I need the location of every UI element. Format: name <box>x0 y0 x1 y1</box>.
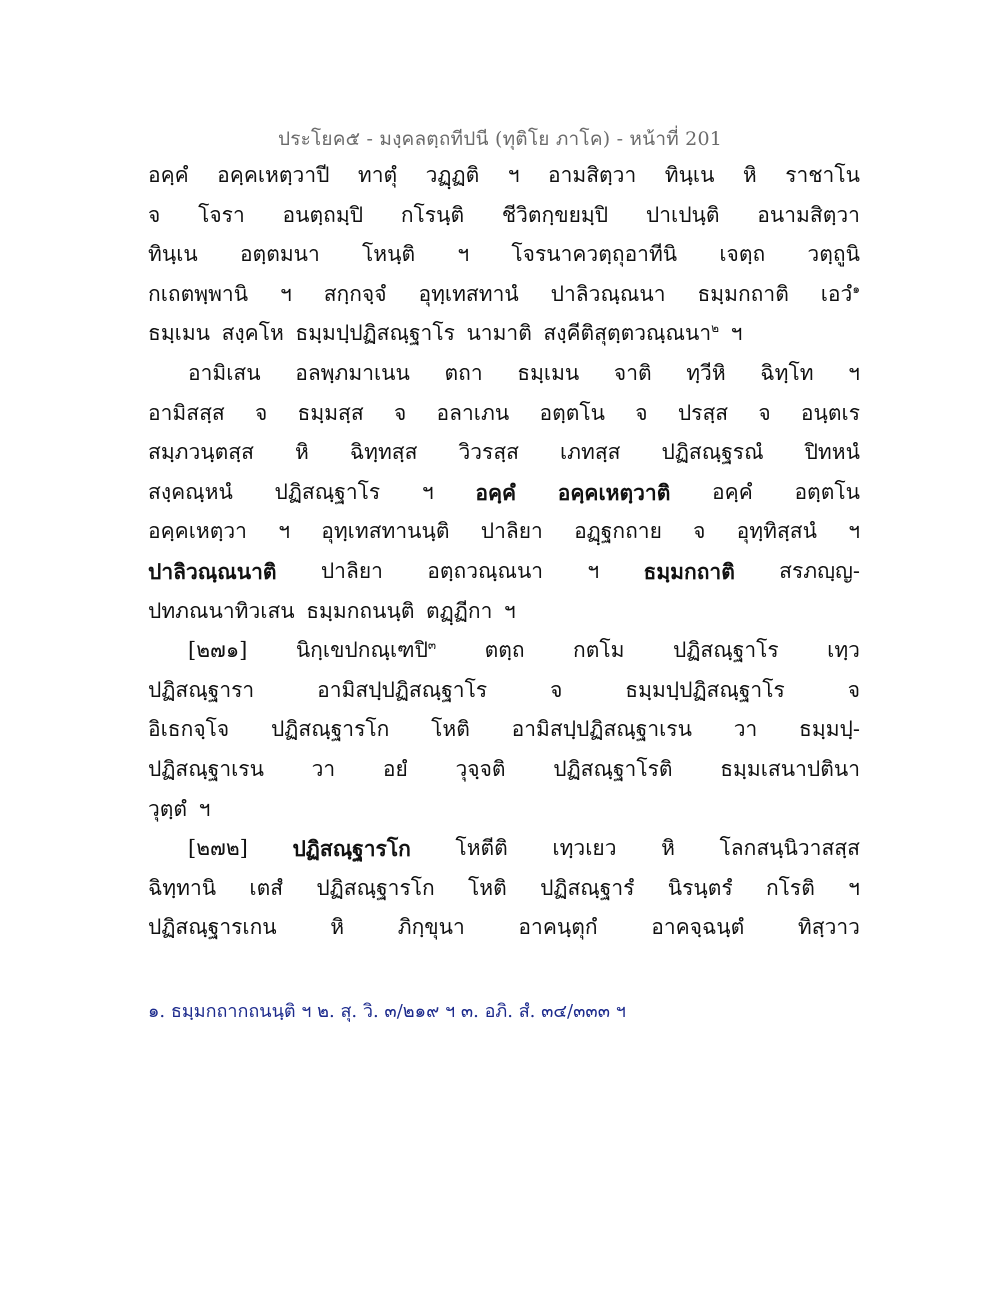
word: ปิทหนํ <box>804 440 860 465</box>
word: ฯ <box>503 598 516 623</box>
word: โหตีติ <box>455 836 508 861</box>
word: หิ <box>294 440 309 465</box>
text-line <box>148 394 860 434</box>
text-line <box>148 354 860 394</box>
word: นิรนฺตรํ <box>667 875 733 900</box>
word: อาคนฺตุกํ <box>518 915 598 940</box>
word: ทาตุํ <box>357 163 398 187</box>
word: ปฏิสณฺฐารโก <box>316 875 435 900</box>
word: หิ <box>330 915 345 940</box>
text-line <box>148 552 860 592</box>
text-line <box>148 473 860 513</box>
word: ธมฺมกถาติ <box>643 558 735 584</box>
word: จ <box>550 677 563 702</box>
word: ปฏิสณฺฐาเรน <box>148 756 264 781</box>
word: เอวํ <box>820 281 853 306</box>
word: อามสิตฺวา <box>547 163 637 187</box>
word-with-note <box>296 631 436 671</box>
word: อคฺคํ <box>148 163 189 187</box>
word: วตฺถูนิ <box>807 242 860 267</box>
word: ฯ <box>421 479 434 504</box>
word: ฯ <box>457 242 470 267</box>
word: โจรนาควตฺถุอาทีนิ <box>511 242 678 267</box>
word: ฯ <box>848 875 860 900</box>
word: จ <box>693 519 706 544</box>
word: วา <box>733 717 758 742</box>
word: ธมฺเมน <box>517 360 580 385</box>
word: จาติ <box>613 360 652 385</box>
word: จ <box>393 400 407 425</box>
word: เทฺวเยว <box>552 836 617 861</box>
text-line <box>148 314 860 354</box>
word: ปฏิสณฺฐารา <box>148 677 255 702</box>
word: เภทสฺส <box>559 440 621 465</box>
word: วฏฺฏติ <box>425 163 480 187</box>
text-line <box>148 235 860 275</box>
word: ฯ <box>279 281 292 306</box>
word: สรภญฺญ- <box>779 558 860 583</box>
word: อุทฺเทสทานนฺติ <box>321 519 450 544</box>
text-line <box>148 275 860 315</box>
word: นิกฺเขปกณฺเฑปิ <box>295 638 428 663</box>
text-line <box>148 631 860 671</box>
word: ฉิทฺทสฺส <box>349 440 418 465</box>
text-line <box>148 750 860 790</box>
word: กโรนฺติ <box>400 202 465 227</box>
word: กเถตพฺพานิ <box>148 281 249 306</box>
word: ปาลิวณฺณนา <box>550 281 666 306</box>
word: อลาเภน <box>436 400 510 425</box>
word: อามิสสฺส <box>148 400 225 425</box>
word: จ <box>758 400 771 425</box>
word-with-note <box>821 275 860 315</box>
footnote: ๑. ธมฺมกถากถนนฺติ ฯ ๒. สุ. วิ. ๓/๒๑๙ ฯ ๓. อภิ. สํ. ๓๔/๓๓๓ ฯ <box>148 1001 626 1022</box>
word: สมฺภวนฺตสฺส <box>148 440 254 465</box>
word: อยํ <box>382 756 408 781</box>
text-line <box>148 512 860 552</box>
word: อคฺคเหตฺวา <box>148 519 247 544</box>
word: วุตฺตํ <box>148 796 188 821</box>
word: อนตฺถมฺปิ <box>282 202 364 227</box>
text-line <box>148 592 860 632</box>
word: จ <box>148 202 161 227</box>
footnote-marker: ๓ <box>427 638 437 653</box>
word: โลกสนฺนิวาสสฺส <box>719 836 860 861</box>
word: ตฏฺฏีกา <box>426 598 493 623</box>
word: อุทฺทิสฺสนํ <box>736 519 817 544</box>
text-line <box>148 710 860 750</box>
word: หิ <box>661 836 675 861</box>
word: หิ <box>742 163 757 187</box>
page-header: ประโยค๕ - มงฺคลตฺถทีปนี (ทุติโย ภาโค) - หน้าที่ 201 <box>277 128 723 150</box>
word: ธมฺมปฺปฏิสณฺฐาโร <box>625 677 785 702</box>
word: นามาติ <box>466 321 532 346</box>
word: ปาลิยา <box>480 519 543 544</box>
word: [๒๗๑] <box>188 638 248 663</box>
word: ทิสฺวาว <box>797 915 860 940</box>
word: ปรสฺส <box>677 400 729 425</box>
word: ฉิทฺโท <box>760 360 814 385</box>
word: อคฺคเหตฺวาติ <box>557 479 671 505</box>
word: ฯ <box>507 163 520 187</box>
word-with-note <box>543 314 719 354</box>
word: สงฺคโห <box>221 321 284 346</box>
word: ปฏิสณฺฐารโก <box>292 836 411 862</box>
word: อาคจฺฉนฺตํ <box>651 915 745 940</box>
word: จ <box>847 677 860 702</box>
word: วา <box>311 756 336 781</box>
word: ปฏิสณฺฐารโก <box>270 717 390 742</box>
word: อฏฺฐกถาย <box>574 519 662 544</box>
word: ธมฺมสฺส <box>297 400 364 425</box>
word: สงฺคีติสุตฺตวณฺณนา <box>543 321 712 346</box>
word: อนามสิตฺวา <box>757 202 860 227</box>
word: ปาลิยา <box>320 558 383 583</box>
word: ทฺวีหิ <box>686 360 726 385</box>
text-line <box>148 869 860 909</box>
word: ทินฺเน <box>148 242 198 267</box>
word: ฯ <box>848 519 860 544</box>
word: อามิเสน <box>188 360 261 385</box>
word: โหติ <box>468 875 507 900</box>
word: วุจฺจติ <box>455 756 506 781</box>
word: จ <box>635 400 648 425</box>
word: อตฺตโน <box>794 479 860 504</box>
word: กโรติ <box>765 875 815 900</box>
word: ราชาโน <box>785 163 860 187</box>
text-line <box>148 156 860 196</box>
word: กตโม <box>573 638 625 663</box>
word: ฯ <box>848 360 860 385</box>
text-line <box>148 908 860 948</box>
word: อิเธกจฺโจ <box>148 717 230 742</box>
word: อตฺตโน <box>539 400 605 425</box>
text-line <box>148 433 860 473</box>
word: โหติ <box>431 717 470 742</box>
word: ปฏิสณฺฐาโรติ <box>553 756 673 781</box>
word: ธมฺมปฺปฏิสณฺฐาโร <box>295 321 455 346</box>
word: ภิกฺขุนา <box>397 915 465 940</box>
word: ฯ <box>278 519 290 544</box>
word: โหนฺติ <box>362 242 416 267</box>
word: จ <box>254 400 268 425</box>
word: ปฏิสณฺฐารํ <box>540 875 635 900</box>
word: เจตฺถ <box>719 242 766 267</box>
word: ปาลิวณฺณนาติ <box>148 558 277 584</box>
word: ปาเปนฺติ <box>645 202 720 227</box>
word: ธมฺมปฺ- <box>799 717 860 742</box>
word: ปฏิสณฺฐรณํ <box>661 440 764 465</box>
word: ปทภณนาทิวเสน <box>148 598 295 623</box>
body-text <box>148 156 860 948</box>
word: ฉิทฺทานิ <box>148 875 217 900</box>
word: อคฺคํ <box>712 479 753 504</box>
text-line <box>148 790 860 830</box>
word: ฯ <box>730 321 743 346</box>
text-line <box>148 671 860 711</box>
word: อคฺคเหตฺวาปี <box>217 163 330 187</box>
word: อามิสปฺปฏิสณฺฐาโร <box>317 677 488 702</box>
word: อามิสปฺปฏิสณฺฐาเรน <box>511 717 692 742</box>
word: ธมฺมกถนนฺติ <box>306 598 415 623</box>
word: วิวรสฺส <box>458 440 519 465</box>
word: ตถา <box>444 360 483 385</box>
word: ธมฺเมน <box>148 321 211 346</box>
word: ธมฺมกถาติ <box>697 281 789 306</box>
word: อนฺตเร <box>800 400 860 425</box>
word: อคฺคํ <box>475 479 517 505</box>
footnote-marker: ๒ <box>711 321 720 336</box>
word: สงฺคณฺหนํ <box>148 479 233 504</box>
word: ชีวิตกฺขยมฺปิ <box>501 202 609 227</box>
word: ปฏิสณฺฐาโร <box>274 479 381 504</box>
text-line <box>148 829 860 869</box>
word: ธมฺมเสนาปตินา <box>720 756 860 781</box>
word: ทินฺเน <box>664 163 715 187</box>
word: ฯ <box>198 796 211 821</box>
word: อตฺตมนา <box>239 242 320 267</box>
word: ตตฺถ <box>484 638 525 663</box>
word: ปฏิสณฺฐารเกน <box>148 915 277 940</box>
footnote-marker: ๑ <box>852 281 860 296</box>
word: ฯ <box>587 558 600 583</box>
word: อตฺถวณฺณนา <box>427 558 544 583</box>
text-line <box>148 196 860 236</box>
word: เตสํ <box>249 875 284 900</box>
word: [๒๗๒] <box>188 836 248 861</box>
word: เทฺว <box>827 638 860 663</box>
word: สกฺกจฺจํ <box>323 281 387 306</box>
word: ปฏิสณฺฐาโร <box>673 638 779 663</box>
word: อุทฺเทสทานํ <box>418 281 519 306</box>
word: อลพฺภมาเนน <box>295 360 410 385</box>
word: โจรา <box>198 202 245 227</box>
